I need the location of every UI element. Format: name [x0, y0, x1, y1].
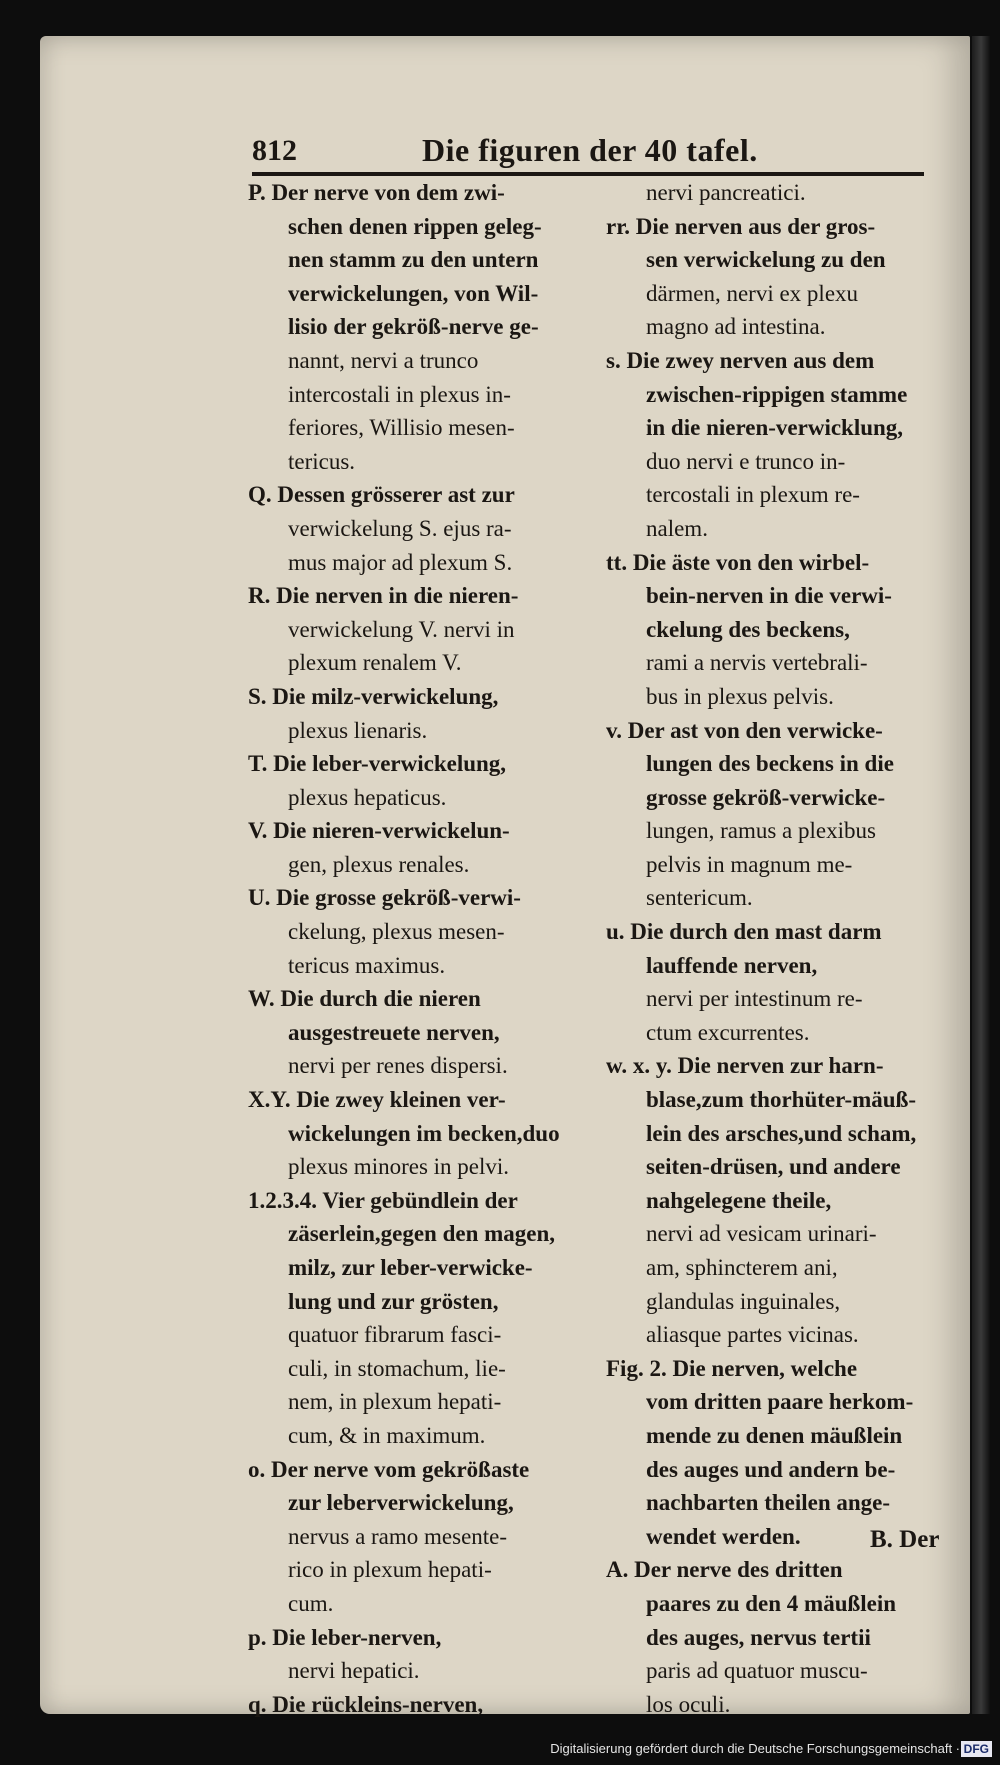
- footer-bar: [0, 1735, 1000, 1765]
- page-number: 812: [252, 134, 297, 167]
- text-line: culi, in stomachum, lie-: [288, 1355, 506, 1381]
- text-line: nachbarten theilen ange-: [646, 1490, 891, 1516]
- text-line: tericus.: [288, 448, 356, 474]
- text-line: tercostali in plexum re-: [646, 482, 860, 508]
- text-line: w. x. y. Die nerven zur harn-: [606, 1053, 884, 1079]
- text-line: tt. Die äste von den wirbel-: [606, 549, 870, 575]
- running-title: Die figuren der 40 tafel.: [422, 132, 758, 168]
- text-line: paares zu den 4 mäußlein: [646, 1590, 897, 1616]
- text-line: blase,zum thorhüter-mäuß-: [646, 1087, 917, 1113]
- text-line: vom dritten paare herkom-: [646, 1389, 914, 1415]
- text-line: sen verwickelung zu den: [646, 247, 886, 273]
- text-line: Q. Dessen grösserer ast zur: [248, 482, 515, 508]
- text-line: quatuor fibrarum fasci-: [288, 1322, 502, 1348]
- text-line: W. Die durch die nieren: [248, 986, 481, 1012]
- text-line: T. Die leber-verwickelung,: [248, 751, 507, 777]
- text-line: 1.2.3.4. Vier gebündlein der: [248, 1187, 518, 1213]
- text-line: verwickelung V. nervi in: [288, 616, 515, 642]
- text-line: nervi hepatici.: [288, 1658, 420, 1684]
- text-line: nervus a ramo mesente-: [288, 1523, 508, 1549]
- text-line: U. Die grosse gekröß-verwi-: [248, 885, 521, 911]
- text-line: lauffende nerven,: [646, 952, 818, 978]
- text-line: des auges und andern be-: [646, 1456, 896, 1482]
- text-line: S. Die milz-verwickelung,: [248, 683, 499, 709]
- text-line: nervi per intestinum re-: [646, 986, 863, 1012]
- text-line: nen stamm zu den untern: [288, 247, 539, 273]
- text-line: lisio der gekröß-nerve ge-: [288, 314, 539, 340]
- text-line: cum.: [288, 1590, 334, 1616]
- text-line: paris ad quatuor muscu-: [646, 1658, 868, 1684]
- text-line: cum, & in maximum.: [288, 1422, 486, 1448]
- text-line: schen denen rippen geleg-: [288, 213, 542, 239]
- text-line: aliasque partes vicinas.: [646, 1322, 859, 1348]
- text-line: lungen des beckens in die: [646, 751, 894, 777]
- text-line: feriores, Willisio mesen-: [288, 415, 515, 441]
- text-line: mende zu denen mäußlein: [646, 1422, 903, 1448]
- catchword: B. Der: [870, 1526, 940, 1553]
- text-line: nervi ad vesicam urinari-: [646, 1221, 877, 1247]
- text-line: nervi per renes dispersi.: [288, 1053, 508, 1079]
- text-line: rami a nervis vertebrali-: [646, 650, 868, 676]
- text-line: lung und zur grösten,: [288, 1288, 499, 1314]
- page-edge: [972, 36, 990, 1714]
- text-line: plexus lienaris.: [288, 717, 428, 743]
- text-line: plexus minores in pelvi.: [288, 1154, 510, 1180]
- text-line: R. Die nerven in die nieren-: [248, 583, 519, 609]
- left-column: [248, 176, 600, 1721]
- page-header: [252, 132, 924, 172]
- text-line: nannt, nervi a trunco: [288, 347, 479, 373]
- text-line: rr. Die nerven aus der gros-: [606, 213, 876, 239]
- text-line: p. Die leber-nerven,: [248, 1624, 442, 1650]
- text-line: zur leberverwickelung,: [288, 1490, 514, 1516]
- text-line: wickelungen im becken,duo: [288, 1120, 560, 1146]
- text-line: mus major ad plexum S.: [288, 549, 513, 575]
- text-line: därmen, nervi ex plexu: [646, 280, 859, 306]
- text-line: plexum renalem V.: [288, 650, 462, 676]
- text-line: magno ad intestina.: [646, 314, 826, 340]
- text-line: in die nieren-verwicklung,: [646, 415, 904, 441]
- text-line: duo nervi e trunco in-: [646, 448, 846, 474]
- text-line: V. Die nieren-verwickelun-: [248, 818, 510, 844]
- text-line: ausgestreuete nerven,: [288, 1019, 500, 1045]
- text-line: am, sphincterem ani,: [646, 1255, 838, 1280]
- text-line: seiten-drüsen, und andere: [646, 1154, 901, 1180]
- text-line: des auges, nervus tertii: [646, 1624, 871, 1650]
- text-line: glandulas inguinales,: [646, 1288, 841, 1314]
- digitization-credit: Digitalisierung gefördert durch die Deutsche Forschungsgemeinschaft ·: [550, 1741, 960, 1756]
- text-line: plexus hepaticus.: [288, 784, 447, 810]
- text-line: grosse gekröß-verwicke-: [646, 784, 886, 810]
- text-line: o. Der nerve vom gekrößaste: [248, 1456, 530, 1482]
- text-line: zwischen-rippigen stamme: [646, 381, 908, 407]
- text-line: u. Die durch den mast darm: [606, 919, 882, 945]
- text-line: sentericum.: [646, 885, 753, 911]
- text-line: ctum excurrentes.: [646, 1019, 810, 1045]
- right-column: [606, 176, 956, 1721]
- text-line: X.Y. Die zwey kleinen ver-: [248, 1087, 506, 1113]
- text-line: los oculi.: [646, 1691, 731, 1717]
- text-line: nem, in plexum hepati-: [288, 1389, 502, 1415]
- text-line: lein des arsches,und scham,: [646, 1120, 917, 1146]
- dfg-logo: DFG: [961, 1741, 992, 1757]
- text-line: Fig. 2. Die nerven, welche: [606, 1355, 858, 1381]
- text-line: nalem.: [646, 515, 708, 541]
- text-line: zäserlein,gegen den magen,: [288, 1221, 556, 1247]
- text-line: bus in plexus pelvis.: [646, 683, 834, 709]
- text-line: P. Der nerve von dem zwi-: [248, 180, 505, 205]
- text-line: milz, zur leber-verwicke-: [288, 1255, 533, 1280]
- text-line: verwickelung S. ejus ra-: [288, 515, 512, 541]
- text-line: gen, plexus renales.: [288, 851, 470, 877]
- text-line: intercostali in plexus in-: [288, 381, 511, 407]
- text-line: verwickelungen, von Wil-: [288, 280, 539, 306]
- text-line: v. Der ast von den verwicke-: [606, 717, 883, 743]
- text-line: pelvis in magnum me-: [646, 851, 853, 877]
- text-line: s. Die zwey nerven aus dem: [606, 347, 875, 373]
- text-line: rico in plexum hepati-: [288, 1557, 492, 1583]
- text-line: ckelung, plexus mesen-: [288, 919, 505, 945]
- text-line: q. Die rückleins-nerven,: [248, 1691, 484, 1717]
- text-line: nahgelegene theile,: [646, 1187, 832, 1213]
- text-line: tericus maximus.: [288, 952, 446, 978]
- text-line: ckelung des beckens,: [646, 616, 850, 642]
- text-line: lungen, ramus a plexibus: [646, 818, 876, 844]
- text-line: wendet werden.: [646, 1523, 801, 1549]
- text-line: bein-nerven in die verwi-: [646, 583, 892, 609]
- text-line: nervi pancreatici.: [646, 180, 806, 205]
- text-line: A. Der nerve des dritten: [606, 1557, 843, 1583]
